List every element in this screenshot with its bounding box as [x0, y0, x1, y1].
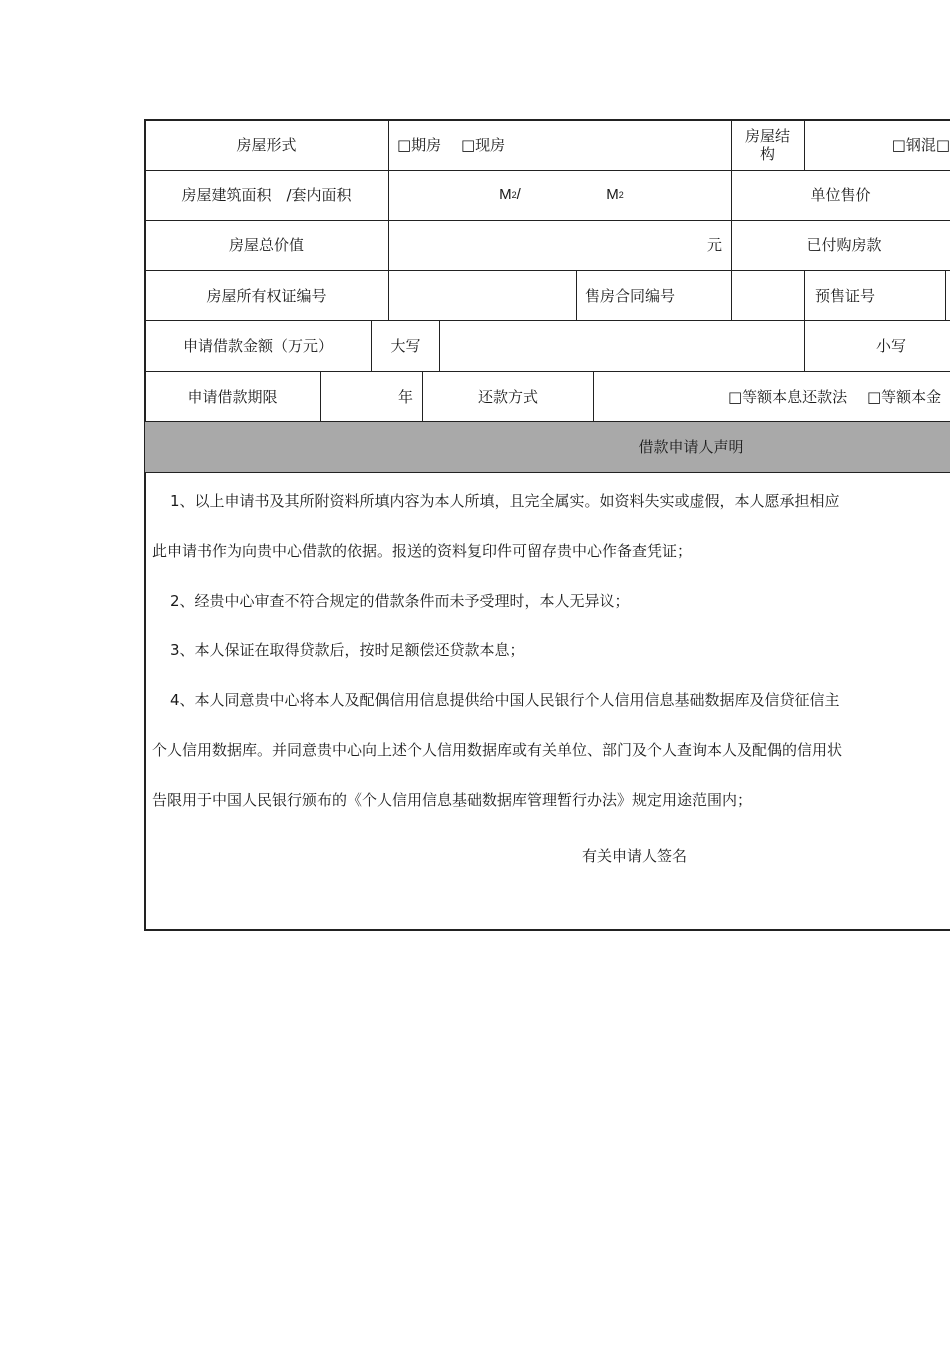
declaration-line-5: 4、本人同意贵中心将本人及配偶信用信息提供给中国人民银行个人信用信息基础数据库及信贷征信主 — [170, 691, 840, 709]
inner-area-unit — [600, 170, 630, 220]
amount-lower-label: 小写 — [875, 337, 906, 355]
col-divider — [945, 270, 946, 321]
building-area-unit — [490, 170, 530, 220]
declaration-line-3: 2、经贵中心审查不符合规定的借款条件而未予受理时，本人无异议； — [170, 592, 630, 610]
building-area-unit-m: M — [499, 186, 512, 203]
loan-amount-label: 申请借款金额（万元） — [182, 337, 333, 355]
inner-area-unit-m: M — [606, 186, 619, 203]
paid-amount-label: 已付购房款 — [806, 236, 882, 254]
ownership-cert-label: 房屋所有权证编号 — [206, 286, 327, 305]
building-area-unit-slash: / — [516, 186, 521, 203]
house-structure-label-line2: 构 — [759, 145, 775, 163]
loan-term-label: 申请借款期限 — [187, 387, 278, 406]
applicant-signature-label: 有关申请人签名 — [582, 847, 688, 865]
repayment-method-label: 还款方式 — [477, 387, 538, 406]
sale-contract-label: 售房合同编号 — [585, 286, 676, 305]
house-structure-options[interactable] — [805, 120, 950, 170]
house-type-options[interactable]: □期房 □现房 — [397, 136, 506, 154]
presale-cert-label: 预售证号 — [815, 286, 876, 305]
house-type-label: 房屋形式 — [236, 136, 297, 154]
unit-price-label: 单位售价 — [810, 186, 871, 204]
declaration-line-2: 此申请书作为向贵中心借款的依据。报送的资料复印件可留存贵中心作备查凭证； — [152, 542, 693, 560]
applicant-signature-field[interactable] — [700, 838, 940, 872]
declaration-line-6: 个人信用数据库。并同意贵中心向上述个人信用数据库或有关单位、部门及个人查询本人及配偶的信用状 — [152, 741, 843, 759]
repayment-method-options[interactable] — [728, 371, 950, 422]
house-structure-label — [731, 120, 804, 170]
declaration-line-7: 告限用于中国人民银行颁布的《个人信用信息基础数据库管理暂行办法》规定用途范围内； — [152, 791, 753, 809]
sale-contract-input[interactable] — [732, 270, 804, 321]
amount-upper-input[interactable] — [440, 321, 804, 371]
row-divider — [144, 472, 950, 473]
col-divider — [593, 371, 594, 422]
repayment-method-options-text: □等额本息还款法 □等额本金 — [728, 387, 942, 406]
building-area-unit-sup: 2 — [511, 189, 517, 200]
house-structure-options-text: □钢混□ — [891, 136, 950, 154]
ownership-cert-input[interactable] — [389, 270, 576, 321]
amount-upper-label: 大写 — [390, 337, 421, 355]
total-value-label: 房屋总价值 — [228, 236, 304, 254]
loan-term-unit: 年 — [397, 387, 413, 406]
house-structure-label-line1: 房屋结 — [744, 127, 790, 145]
declaration-title: 借款申请人声明 — [638, 438, 744, 456]
area-label: 房屋建筑面积 /套内面积 — [181, 186, 352, 204]
declaration-line-4: 3、本人保证在取得贷款后，按时足额偿还贷款本息； — [170, 641, 525, 659]
inner-area-unit-sup: 2 — [618, 189, 624, 200]
declaration-line-1: 1、以上申请书及其所附资料所填内容为本人所填，且完全属实。如资料失实或虚假，本人愿承担相应 — [170, 492, 840, 510]
total-value-unit: 元 — [706, 236, 722, 254]
